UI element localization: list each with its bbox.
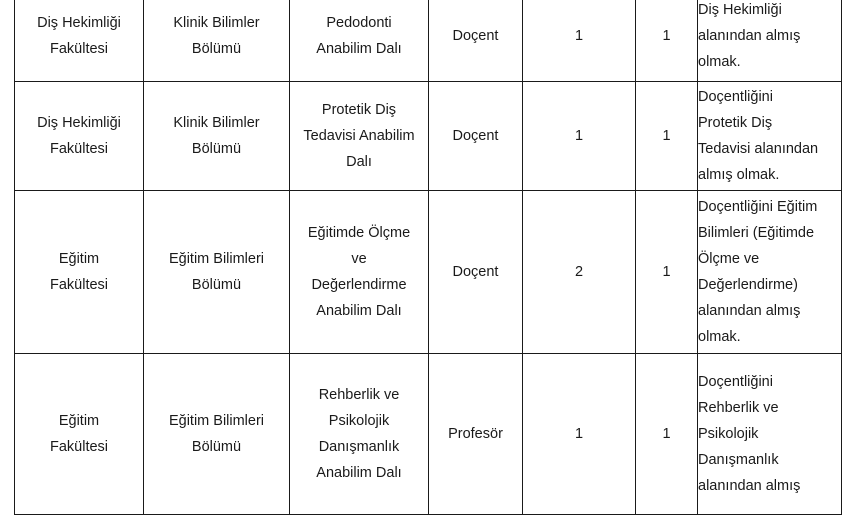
requirement-text: Bilimleri (Eğitimde	[698, 225, 815, 241]
department-text: Klinik Bilimler	[173, 15, 260, 31]
faculty-text: Fakültesi	[49, 141, 109, 157]
requirement-text: Protetik Diş	[698, 115, 773, 131]
requirement-text: olmak.	[698, 54, 741, 70]
level-cell: 1	[636, 191, 698, 354]
division-cell	[290, 354, 429, 515]
requirement-cell	[698, 0, 842, 82]
division-text: Eğitimde Ölçme	[307, 225, 411, 241]
faculty-cell	[15, 82, 144, 191]
requirement-text: Rehberlik ve	[698, 400, 779, 416]
requirement-text: Doçentliğini	[698, 374, 773, 390]
division-text: ve	[351, 251, 367, 267]
division-text: Psikolojik	[328, 413, 390, 429]
department-text: Bölümü	[191, 41, 242, 57]
division-text: Anabilim Dalı	[316, 303, 402, 319]
department-cell	[144, 191, 290, 354]
level-cell: 1	[636, 354, 698, 515]
requirement-text: Tedavisi alanından	[698, 141, 819, 157]
division-cell	[290, 0, 429, 82]
faculty-cell	[15, 354, 144, 515]
division-text: Pedodonti	[326, 15, 392, 31]
title-cell: Doçent	[429, 191, 523, 354]
division-text: Dalı	[346, 154, 372, 170]
requirement-text: olmak.	[698, 329, 741, 345]
count-cell: 2	[523, 191, 636, 354]
division-text: Değerlendirme	[311, 277, 407, 293]
table-row	[15, 191, 842, 354]
department-text: Eğitim Bilimleri	[168, 251, 265, 267]
requirement-text: Değerlendirme)	[698, 277, 798, 293]
faculty-text: Eğitim	[58, 251, 100, 267]
faculty-text: Fakültesi	[49, 41, 109, 57]
division-text: Anabilim Dalı	[316, 465, 402, 481]
department-text: Bölümü	[191, 439, 242, 455]
requirement-cell	[698, 82, 842, 191]
faculty-text: Eğitim	[58, 413, 100, 429]
division-text: Rehberlik ve	[318, 387, 400, 403]
requirement-text: Doçentliğini	[698, 89, 773, 105]
requirement-text: alanından almış	[698, 478, 801, 494]
requirement-text: almış olmak.	[698, 167, 780, 183]
department-cell	[144, 354, 290, 515]
count-cell: 1	[523, 0, 636, 82]
division-cell	[290, 82, 429, 191]
requirement-cell	[698, 191, 842, 354]
requirement-text: Diş Hekimliği	[698, 2, 782, 18]
faculty-text: Fakültesi	[49, 277, 109, 293]
faculty-text: Fakültesi	[49, 439, 109, 455]
count-cell: 1	[523, 82, 636, 191]
title-cell: Doçent	[429, 82, 523, 191]
requirement-text: alanından almış	[698, 303, 801, 319]
level-cell: 1	[636, 0, 698, 82]
requirement-text: Danışmanlık	[698, 452, 779, 468]
division-text: Anabilim Dalı	[316, 41, 402, 57]
faculty-cell	[15, 191, 144, 354]
faculty-cell	[15, 0, 144, 82]
department-cell	[144, 0, 290, 82]
count-cell: 1	[523, 354, 636, 515]
division-text: Tedavisi Anabilim	[303, 128, 415, 144]
department-text: Eğitim Bilimleri	[168, 413, 265, 429]
faculty-text: Diş Hekimliği	[37, 15, 121, 31]
table-row	[15, 0, 842, 82]
staff-position-table	[14, 0, 842, 515]
requirement-text: Ölçme ve	[698, 251, 760, 267]
table-row	[15, 354, 842, 515]
division-cell	[290, 191, 429, 354]
title-cell: Doçent	[429, 0, 523, 82]
requirement-text: Psikolojik	[698, 426, 759, 442]
division-text: Protetik Diş	[321, 102, 397, 118]
level-cell: 1	[636, 82, 698, 191]
faculty-text: Diş Hekimliği	[37, 115, 121, 131]
division-text: Danışmanlık	[318, 439, 400, 455]
department-cell	[144, 82, 290, 191]
requirement-text: Doçentliğini Eğitim	[698, 199, 818, 215]
title-cell: Profesör	[429, 354, 523, 515]
table-row	[15, 82, 842, 191]
requirement-cell	[698, 354, 842, 515]
department-text: Bölümü	[191, 141, 242, 157]
department-text: Bölümü	[191, 277, 242, 293]
requirement-text: alanından almış	[698, 28, 801, 44]
department-text: Klinik Bilimler	[173, 115, 260, 131]
